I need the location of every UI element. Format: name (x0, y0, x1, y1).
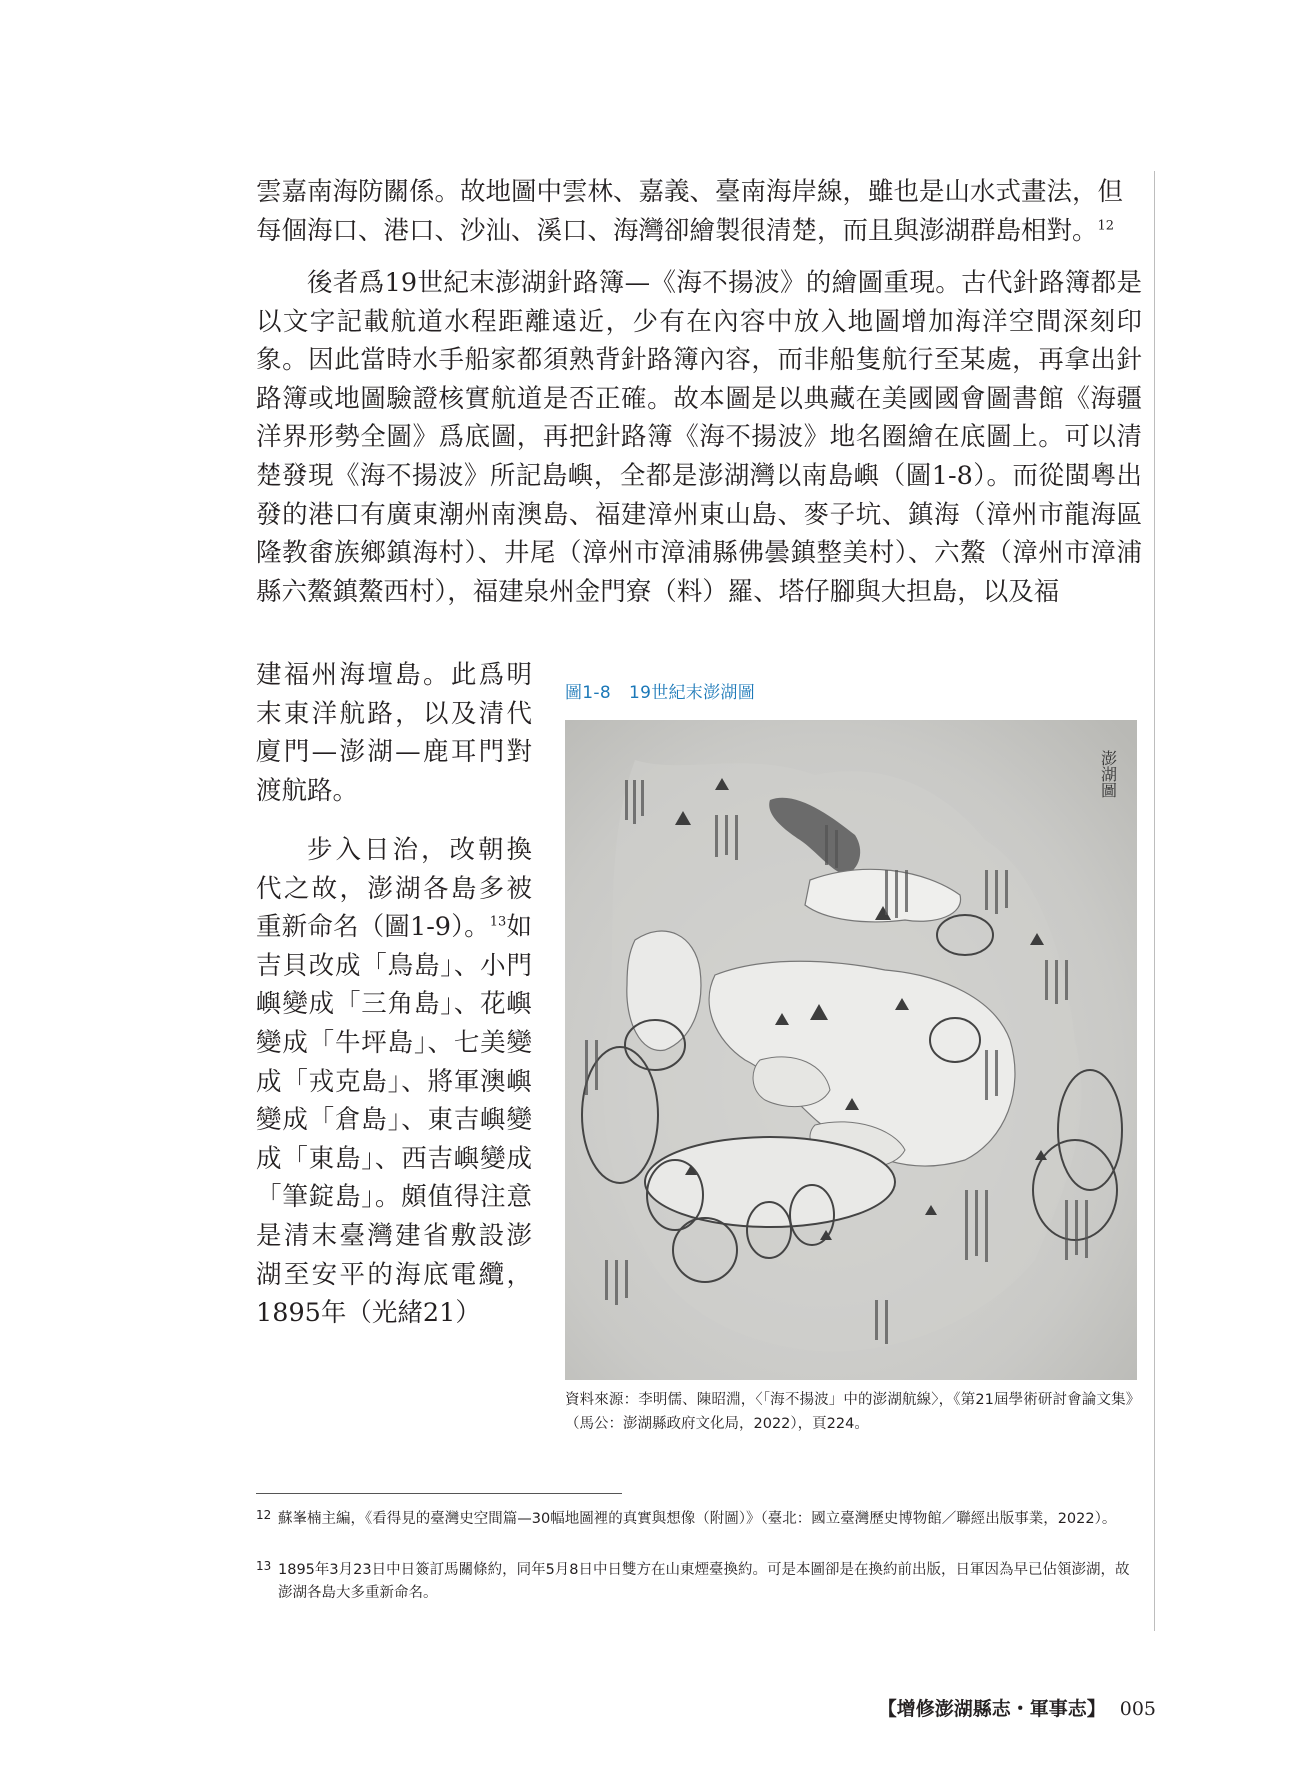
paragraph-2-continued: 建福州海壇島。此爲明末東洋航路，以及清代廈門—澎湖—鹿耳門對渡航路。 (256, 660, 532, 806)
p1-line2: 每個海口、港口、沙汕、溪口、海灣卻繪製很清楚，而且與澎湖群島相對。 (256, 215, 1098, 246)
penghu-map-image (565, 720, 1137, 1380)
footnote-13-text: 1895年3月23日中日簽訂馬關條約，同年5月8日中日雙方在山東煙臺換約。可是本圖卻是在換約前出版，日軍因為早已佔領澎湖，故澎湖各島大多重新命名。 (278, 1562, 1130, 1601)
margin-rule (1154, 171, 1155, 1631)
footnote-12-number: 12 (256, 1508, 272, 1522)
footnote-ref-12[interactable]: 12 (1097, 218, 1115, 234)
figure-caption: 資料來源：李明儒、陳昭淵，〈「海不揚波」中的澎湖航線〉，《第21屆學術研討會論文集》（馬公：澎湖縣政府文化局，2022），頁224。 (565, 1392, 1133, 1432)
footnote-rule (256, 1493, 622, 1494)
paragraph-3 (256, 831, 532, 1333)
figure-label: 圖1-8 (565, 683, 611, 703)
page-footer (878, 1694, 1156, 1721)
p3-rest: 如吉貝改成「鳥島」、小門嶼變成「三角島」、花嶼變成「牛坪島」、七美變成「戎克島」、將軍澳嶼變成「倉島」、東吉嶼變成「東島」、西吉嶼變成「筆錠島」。頗值得注意是清末臺灣建省敷設澎湖至安平的海底電纜，1895年（光緒21） (256, 912, 532, 1329)
map-title: 澎湖圖 (1098, 750, 1118, 798)
footnote-12 (256, 1508, 1142, 1531)
p1-line1: 雲嘉南海防關係。故地圖中雲林、嘉義、臺南海岸線，雖也是山水式畫法，但 (256, 177, 1124, 207)
paragraph-2: 後者爲19世紀末澎湖針路簿—《海不揚波》的繪圖重現。古代針路簿都是以文字記載航道水程距離遠近，少有在內容中放入地圖增加海洋空間深刻印象。因此當時水手船家都須熟背針路簿內容，而非船隻航行至某處，再拿出針路簿或地圖驗證核實航道是否正確。故本圖是以典藏在美國國會圖書館《海疆洋界形勢全圖》爲底圖，再把針路簿《海不揚波》地名圈繪在底圖上。可以清楚發現《海不揚波》所記島嶼，全都是澎湖灣以南島嶼（圖1-8）。而從閩粵出發的港口有廣東潮州南澳島、福建漳州東山島、麥子坑、鎮海（漳州市龍海區隆教畬族鄉鎮海村）、井尾（漳州市漳浦縣佛曇鎮整美村）、六鰲（漳州市漳浦縣六鰲鎮鰲西村），福建泉州金門寮（料）羅、塔仔腳與大担島，以及福 (256, 268, 1142, 607)
p3-text: 步入日治，改朝換代之故，澎湖各島多被重新命名（圖1-9）。 (256, 835, 532, 943)
figure-title (565, 678, 755, 703)
paragraph-1 (256, 173, 1142, 250)
figure-title-text: 19世紀末澎湖圖 (628, 683, 756, 703)
route-circle-large (645, 1137, 895, 1227)
page-number: 005 (1119, 1698, 1156, 1720)
footnote-ref-13[interactable]: 13 (489, 914, 507, 930)
footnote-12-text: 蘇峯楠主編，《看得見的臺灣史空間篇—30幅地圖裡的真實與想像（附圖）》（臺北：國立臺灣歷史博物館／聯經出版事業，2022）。 (278, 1511, 1117, 1527)
footnote-13-number: 13 (256, 1559, 272, 1573)
footer-title: 【增修澎湖縣志・軍事志】 (877, 1698, 1106, 1720)
footnote-13 (256, 1559, 1142, 1605)
